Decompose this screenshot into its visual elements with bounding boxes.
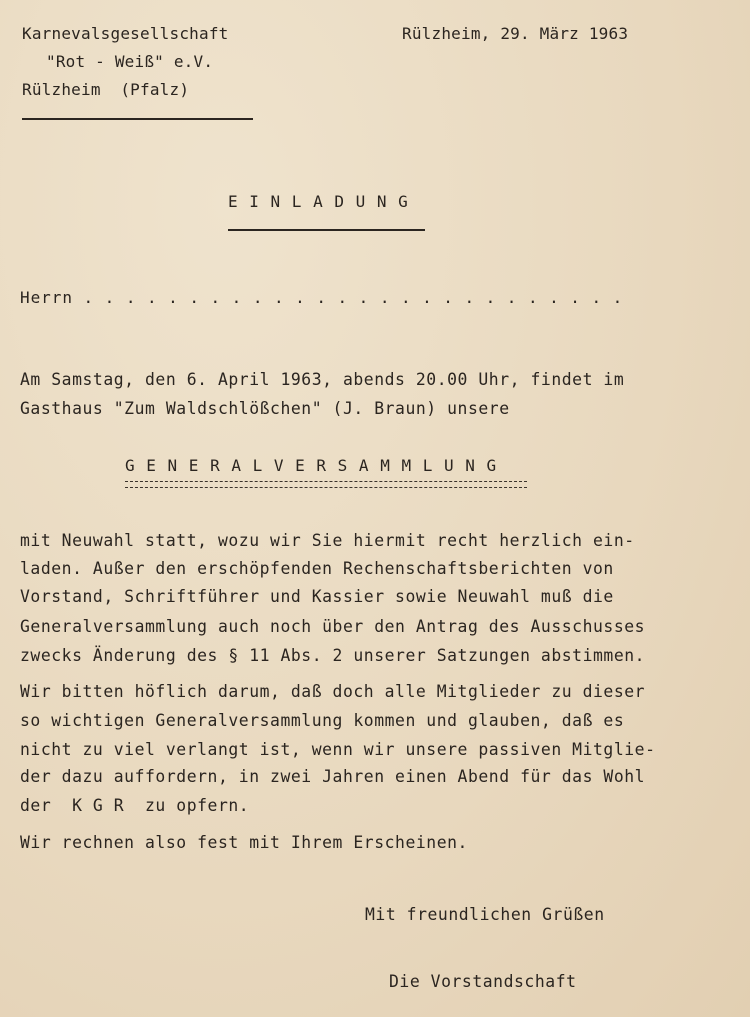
intro-line-2: Gasthaus "Zum Waldschlößchen" (J. Braun) unsere [20,399,510,418]
paragraph3: Wir rechnen also fest mit Ihrem Erscheinen. [20,833,468,852]
sender-name: Karnevalsgesellschaft [22,24,229,43]
assembly-double-underline [125,481,527,488]
intro-line-1: Am Samstag, den 6. April 1963, abends 20.00 Uhr, findet im [20,370,625,389]
sender-underline [22,118,253,120]
closing-greeting: Mit freundlichen Grüßen [365,905,605,924]
paragraph1-line-4: Generalversammlung auch noch über den Antrag des Ausschusses [20,617,646,636]
paragraph2-line-2: so wichtigen Generalversammlung kommen und glauben, daß es [20,711,625,730]
document-heading: E I N L A D U N G [228,192,409,211]
place-date: Rülzheim, 29. März 1963 [402,24,629,43]
assembly-heading: G E N E R A L V E R S A M M L U N G [125,456,498,475]
paragraph1-line-5: zwecks Änderung des § 11 Abs. 2 unserer Satzungen abstimmen. [20,646,646,665]
paragraph1-line-3: Vorstand, Schriftführer und Kassier sowie Neuwahl muß die [20,587,614,606]
signature: Die Vorstandschaft [389,972,577,991]
paragraph1-line-2: laden. Außer den erschöpfenden Rechenschaftsberichten von [20,559,614,578]
sender-club: "Rot - Weiß" e.V. [46,52,214,71]
sender-town: Rülzheim (Pfalz) [22,80,190,99]
paragraph2-line-1: Wir bitten höflich darum, daß doch alle Mitglieder zu dieser [20,682,646,701]
paragraph2-line-3: nicht zu viel verlangt ist, wenn wir unsere passiven Mitglie- [20,740,656,759]
paragraph2-line-4: der dazu auffordern, in zwei Jahren einen Abend für das Wohl [20,767,646,786]
recipient-line: Herrn . . . . . . . . . . . . . . . . . . . . . . . . . . [20,288,624,307]
heading-underline [228,229,425,231]
paragraph2-line-5: der K G R zu opfern. [20,796,250,815]
paragraph1-line-1: mit Neuwahl statt, wozu wir Sie hiermit recht herzlich ein- [20,531,635,550]
